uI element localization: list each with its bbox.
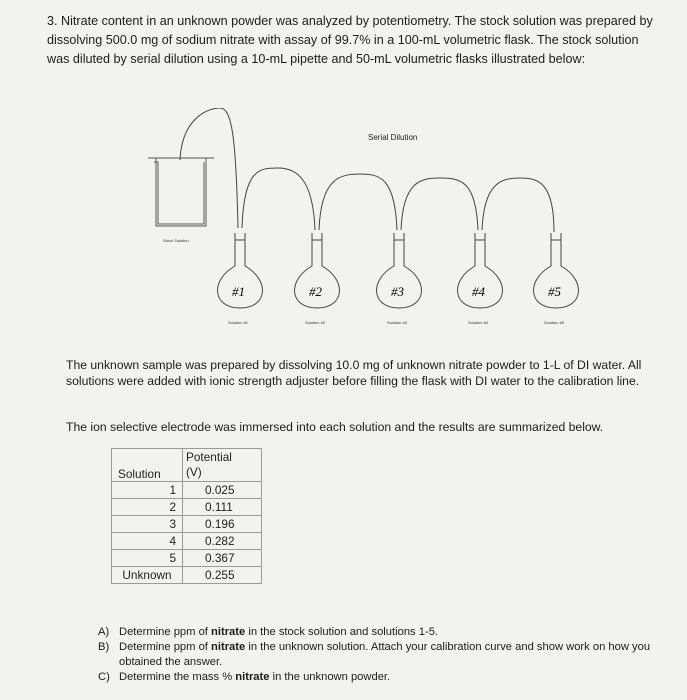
table-row: [112, 499, 262, 516]
flask-number: #1: [232, 284, 245, 299]
cell-solution: 4: [112, 533, 183, 550]
flask-3: [377, 233, 422, 325]
cell-potential: 0.282: [183, 533, 262, 550]
cell-potential: 0.025: [183, 482, 262, 499]
flask-2: [295, 233, 340, 325]
stock-beaker: [148, 158, 214, 226]
flask-number: #3: [391, 284, 404, 299]
diagram-title: Serial Dilution: [368, 133, 418, 142]
flask-number: #2: [309, 284, 322, 299]
flask-label: Solution #5: [544, 320, 565, 325]
cell-potential: 0.196: [183, 516, 262, 533]
part-label: A): [98, 626, 110, 638]
paragraph-ise: The ion selective electrode was immersed into each solution and the results are summarized below.: [66, 420, 604, 434]
part-label: C): [98, 671, 110, 683]
flask-label: Solution #4: [468, 320, 489, 325]
flask-number: #5: [548, 284, 561, 299]
table-row: [112, 533, 262, 550]
flask-4: [458, 233, 503, 325]
flask-number: #4: [472, 284, 485, 299]
stock-label: Stock Solution: [163, 238, 189, 243]
flask-label: Solution #2: [305, 320, 326, 325]
part-item: [98, 640, 658, 670]
table-row: [112, 482, 262, 499]
table-header-row: [112, 449, 262, 482]
header-potential: [183, 449, 262, 482]
part-text: Determine ppm of nitrate in the stock solution and solutions 1-5.: [119, 626, 439, 638]
cell-potential: 0.111: [183, 499, 262, 516]
cell-potential: 0.255: [183, 567, 262, 584]
part-item: [98, 670, 658, 685]
part-text: Determine ppm of nitrate in the unknown solution. Attach your calibration curve and show work on how you obtained the answer.: [119, 641, 651, 668]
cell-solution: 3: [112, 516, 183, 533]
flask-label: Solution #1: [228, 320, 249, 325]
table-row: [112, 550, 262, 567]
flask-1: [218, 233, 263, 325]
table-row: [112, 567, 262, 584]
header-solution: Solution: [112, 449, 183, 482]
results-table: [111, 448, 262, 584]
part-label: B): [98, 641, 110, 653]
cell-solution: 1: [112, 482, 183, 499]
cell-potential: 0.367: [183, 550, 262, 567]
header-potential-line1: Potential: [186, 450, 232, 464]
flask-label: Solution #3: [387, 320, 408, 325]
cell-solution: 2: [112, 499, 183, 516]
part-item: [98, 625, 658, 640]
cell-solution: Unknown: [112, 567, 183, 584]
cell-solution: 5: [112, 550, 183, 567]
part-text: Determine the mass % nitrate in the unknown powder.: [119, 671, 391, 683]
question-intro: 3. Nitrate content in an unknown powder was analyzed by potentiometry. The stock solution was prepared by dissolving 500.0 mg of sodium nitrate with assay of 99.7% in a 100-mL volumetric flask. The stock solution was diluted by serial dilution using a 10-mL pipette and 50-mL volumetric flasks illustrated below:: [47, 14, 653, 66]
table-row: [112, 516, 262, 533]
flask-5: [534, 233, 579, 325]
question-parts: [98, 625, 658, 685]
header-potential-line2: (V): [186, 465, 202, 479]
transfer-tubes: [180, 108, 554, 232]
serial-dilution-diagram: [130, 108, 600, 340]
paragraph-sample-prep: The unknown sample was prepared by dissolving 10.0 mg of unknown nitrate powder to 1-L of DI water. All solutions were added with ionic strength adjuster before filling the flask with DI water to the calibration line.: [66, 358, 642, 388]
